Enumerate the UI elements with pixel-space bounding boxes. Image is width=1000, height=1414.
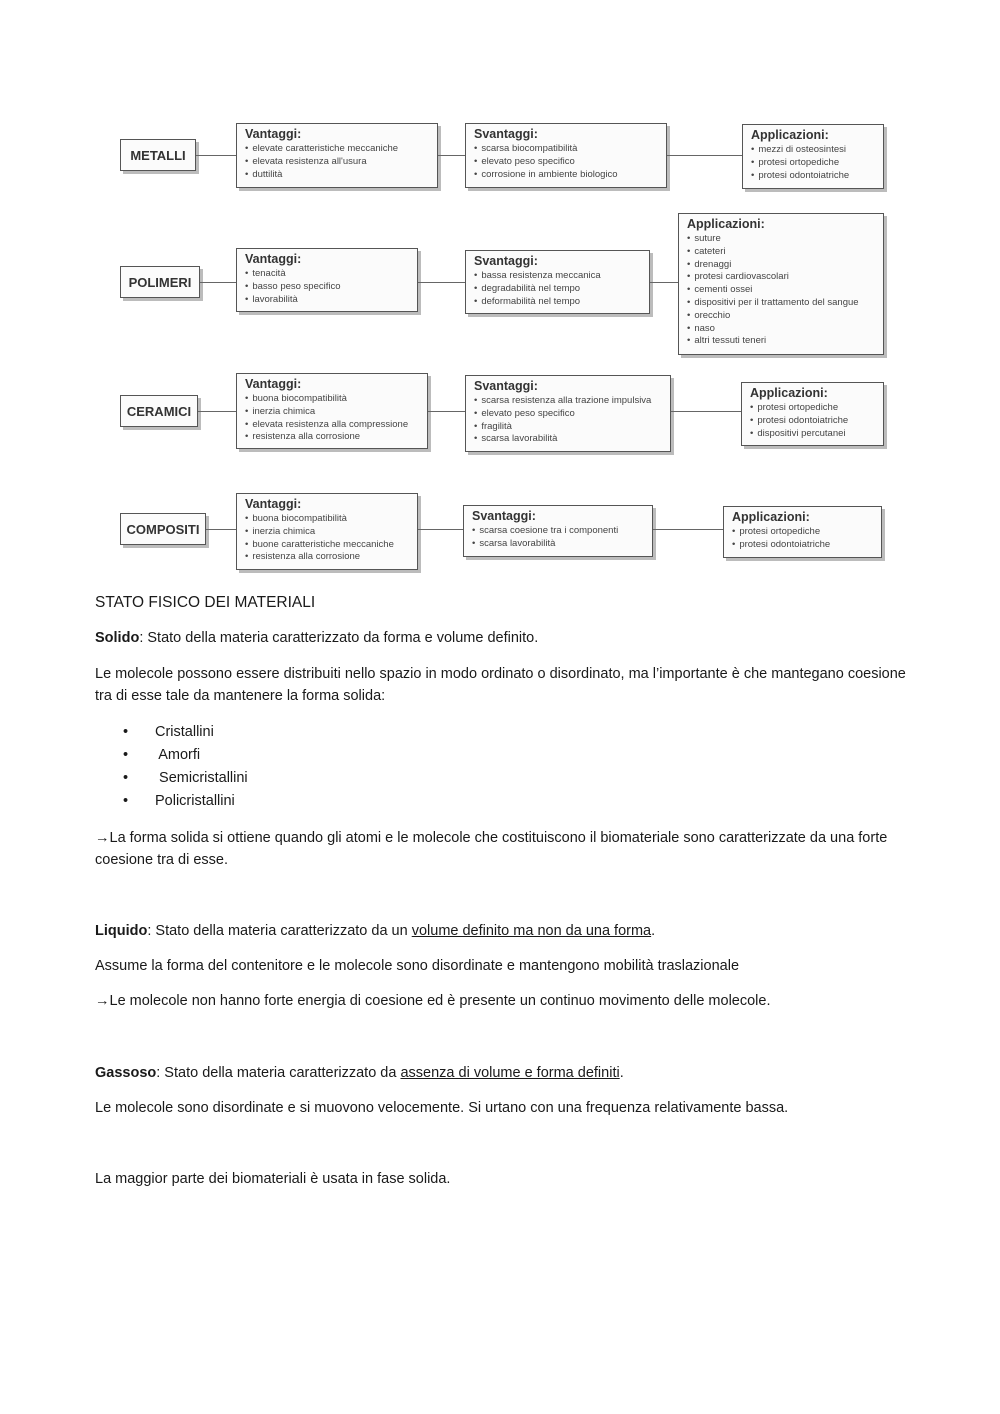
applicazioni-box-compositi bbox=[723, 506, 882, 558]
list-item: • duttilità bbox=[245, 169, 429, 182]
vantaggi-box-polimeri bbox=[236, 248, 418, 312]
list-item: • buone caratteristiche meccaniche bbox=[245, 539, 409, 552]
list-item: • dispositivi per il trattamento del sangue bbox=[687, 297, 875, 310]
closing-text: La maggior parte dei biomateriali è usata in fase solida. bbox=[95, 1171, 451, 1187]
svantaggi-box-polimeri bbox=[465, 250, 650, 314]
vantaggi-box-compositi bbox=[236, 493, 418, 570]
material-box-ceramici bbox=[120, 395, 198, 427]
connector bbox=[667, 155, 742, 156]
list-item: • protesi odontoiatriche bbox=[732, 539, 873, 552]
liquido-def-end: . bbox=[651, 923, 656, 939]
liquido-paragraph bbox=[95, 955, 915, 977]
list-item: • scarsa biocompatibilità bbox=[474, 143, 658, 156]
connector bbox=[206, 529, 236, 530]
svantaggi-title: Svantaggi: bbox=[474, 127, 538, 141]
list-item: • scarsa lavorabilità bbox=[474, 433, 662, 446]
applicazioni-box-ceramici bbox=[741, 382, 884, 446]
bullet-text: Cristallini bbox=[155, 724, 214, 740]
list-item: • protesi ortopediche bbox=[732, 526, 873, 539]
list-item: • protesi cardiovascolari bbox=[687, 271, 875, 284]
material-label: CERAMICI bbox=[126, 403, 192, 419]
gassoso-paragraph-text: Le molecole sono disordinate e si muovono velocemente. Si urtano con una frequenza relativamente bassa. bbox=[95, 1100, 789, 1116]
applicazioni-title: Applicazioni: bbox=[732, 510, 810, 524]
list-item: • inerzia chimica bbox=[245, 526, 409, 539]
list-item: • cateteri bbox=[687, 246, 875, 259]
section-heading bbox=[95, 592, 915, 614]
svantaggi-title: Svantaggi: bbox=[474, 379, 538, 393]
connector bbox=[196, 155, 236, 156]
svantaggi-box-metalli bbox=[465, 123, 667, 188]
list-item: • dispositivi percutanei bbox=[750, 428, 875, 441]
vantaggi-title: Vantaggi: bbox=[245, 127, 302, 141]
connector bbox=[438, 155, 465, 156]
list-item: • bassa resistenza meccanica bbox=[474, 270, 641, 283]
solido-arrow-text: →La forma solida si ottiene quando gli atomi e le molecole che costituiscono il biomateriale sono caratterizzate da una forte coesione tra di esse. bbox=[95, 830, 888, 868]
list-item: • elevata resistenza alla compressione bbox=[245, 419, 419, 432]
list-item: • cementi ossei bbox=[687, 284, 875, 297]
gassoso-def-text: : Stato della materia caratterizzato da bbox=[156, 1065, 401, 1081]
connector bbox=[650, 282, 678, 283]
heading-text: STATO FISICO DEI MATERIALI bbox=[95, 594, 316, 611]
liquido-def-underlined: volume definito ma non da una forma bbox=[411, 923, 652, 939]
list-item: • orecchio bbox=[687, 310, 875, 323]
connector bbox=[428, 411, 465, 412]
list-item: • resistenza alla corrosione bbox=[245, 431, 419, 444]
list-item: • Semicristallini bbox=[123, 770, 248, 786]
liquido-def-text: : Stato della materia caratterizzato da un bbox=[147, 923, 412, 939]
applicazioni-box-metalli bbox=[742, 124, 884, 189]
vantaggi-title: Vantaggi: bbox=[245, 377, 302, 391]
applicazioni-title: Applicazioni: bbox=[687, 217, 765, 231]
list-item: • suture bbox=[687, 233, 875, 246]
materials-diagram bbox=[0, 0, 1000, 590]
connector bbox=[200, 282, 236, 283]
material-box-polimeri bbox=[120, 266, 200, 298]
list-item: • degradabilità nel tempo bbox=[474, 283, 641, 296]
list-item: • protesi ortopediche bbox=[750, 402, 875, 415]
solido-paragraph bbox=[95, 663, 915, 707]
gassoso-def-underlined: assenza di volume e forma definiti bbox=[400, 1065, 620, 1081]
list-item: • fragilità bbox=[474, 421, 662, 434]
list-item: • drenaggi bbox=[687, 259, 875, 272]
list-item: • scarsa lavorabilità bbox=[472, 538, 644, 551]
closing-paragraph bbox=[95, 1168, 915, 1190]
svantaggi-title: Svantaggi: bbox=[472, 509, 536, 523]
vantaggi-box-ceramici bbox=[236, 373, 428, 449]
list-item: • Policristallini bbox=[123, 793, 235, 809]
bullet-text: Amorfi bbox=[155, 747, 201, 763]
list-item: • scarsa resistenza alla trazione impulsiva bbox=[474, 395, 662, 408]
bullet-text: Semicristallini bbox=[155, 770, 248, 786]
vantaggi-title: Vantaggi: bbox=[245, 252, 302, 266]
gassoso-paragraph bbox=[95, 1097, 915, 1119]
applicazioni-title: Applicazioni: bbox=[751, 128, 829, 142]
list-item: • basso peso specifico bbox=[245, 281, 409, 294]
solido-def-text: : Stato della materia caratterizzato da forma e volume definito. bbox=[139, 630, 539, 646]
list-item: • mezzi di osteosintesi bbox=[751, 144, 875, 157]
list-item: • Amorfi bbox=[123, 747, 201, 763]
gassoso-term: Gassoso bbox=[95, 1065, 157, 1081]
list-item: • buona biocompatibilità bbox=[245, 393, 419, 406]
material-label: METALLI bbox=[130, 147, 186, 163]
solido-term: Solido bbox=[95, 630, 140, 646]
connector bbox=[653, 529, 723, 530]
applicazioni-box-polimeri bbox=[678, 213, 884, 355]
list-item: • protesi odontoiatriche bbox=[751, 170, 875, 183]
svantaggi-title: Svantaggi: bbox=[474, 254, 538, 268]
material-box-metalli bbox=[120, 139, 196, 171]
solido-arrow-note bbox=[95, 827, 915, 871]
list-item: • protesi odontoiatriche bbox=[750, 415, 875, 428]
solido-bullet-list bbox=[123, 721, 248, 813]
liquido-paragraph-text: Assume la forma del contenitore e le molecole sono disordinate e mantengono mobilità traslazionale bbox=[95, 958, 740, 974]
list-item: • elevata resistenza all'usura bbox=[245, 156, 429, 169]
list-item: • tenacità bbox=[245, 268, 409, 281]
vantaggi-box-metalli bbox=[236, 123, 438, 188]
list-item: • scarsa coesione tra i componenti bbox=[472, 525, 644, 538]
list-item: • corrosione in ambiente biologico bbox=[474, 169, 658, 182]
svantaggi-box-compositi bbox=[463, 505, 653, 557]
connector bbox=[418, 282, 465, 283]
list-item: • buona biocompatibilità bbox=[245, 513, 409, 526]
bullet-text: Policristallini bbox=[155, 793, 235, 809]
list-item: • elevato peso specifico bbox=[474, 156, 658, 169]
gassoso-definition bbox=[95, 1062, 915, 1084]
solido-paragraph-text: Le molecole possono essere distribuiti nello spazio in modo ordinato o disordinato, ma l’importante è che mantegano coesione tra di esse tale da mantenere la forma solida: bbox=[95, 666, 906, 704]
connector bbox=[418, 529, 463, 530]
solido-definition bbox=[95, 627, 915, 649]
liquido-arrow-note bbox=[95, 990, 915, 1012]
connector bbox=[198, 411, 236, 412]
connector bbox=[671, 411, 741, 412]
applicazioni-title: Applicazioni: bbox=[750, 386, 828, 400]
list-item: • elevato peso specifico bbox=[474, 408, 662, 421]
vantaggi-title: Vantaggi: bbox=[245, 497, 302, 511]
list-item: • inerzia chimica bbox=[245, 406, 419, 419]
list-item: • elevate caratteristiche meccaniche bbox=[245, 143, 429, 156]
material-label: COMPOSITI bbox=[126, 521, 200, 537]
liquido-term: Liquido bbox=[95, 923, 148, 939]
liquido-definition bbox=[95, 920, 915, 942]
material-label: POLIMERI bbox=[128, 274, 192, 290]
list-item: • lavorabilità bbox=[245, 294, 409, 307]
list-item: • Cristallini bbox=[123, 724, 214, 740]
list-item: • resistenza alla corrosione bbox=[245, 551, 409, 564]
list-item: • protesi ortopediche bbox=[751, 157, 875, 170]
liquido-arrow-text: →Le molecole non hanno forte energia di coesione ed è presente un continuo movimento delle molecole. bbox=[95, 993, 771, 1009]
list-item: • deformabilità nel tempo bbox=[474, 296, 641, 309]
list-item: • naso bbox=[687, 323, 875, 336]
svantaggi-box-ceramici bbox=[465, 375, 671, 452]
gassoso-def-end: . bbox=[619, 1065, 624, 1081]
list-item: • altri tessuti teneri bbox=[687, 335, 875, 348]
material-box-compositi bbox=[120, 513, 206, 545]
